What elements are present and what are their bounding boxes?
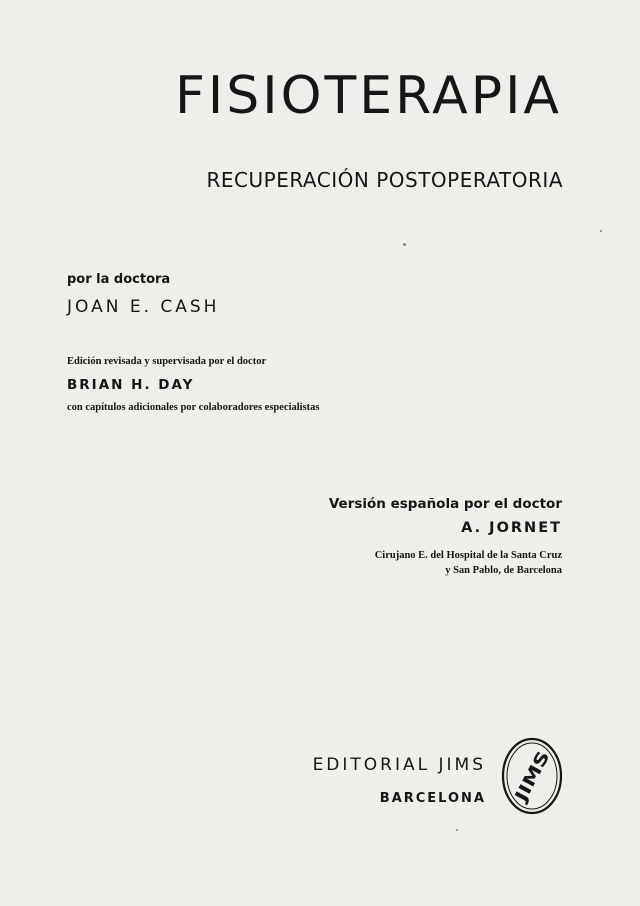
publisher-name: EDITORIAL JIMS [312,755,486,775]
paper-speck [600,230,602,232]
publisher-city: BARCELONA [379,791,486,806]
chapters-note: con capítulos adicionales por colaboradores especialistas [67,402,320,413]
edition-note: Edición revisada y supervisada por el doctor [67,356,267,367]
translator-affiliation-1: Cirujano E. del Hospital de la Santa Cruz [374,550,562,561]
translator-affiliation-2: y San Pablo, de Barcelona [445,565,562,576]
author-name: JOAN E. CASH [67,297,220,317]
publisher-logo-text: JIMS [511,758,549,806]
author-label: por la doctora [67,272,171,287]
translation-label: Versión española por el doctor [328,496,562,512]
paper-speck [456,829,458,831]
book-subtitle: RECUPERACIÓN POSTOPERATORIA [206,168,563,192]
paper-speck [403,243,406,246]
translator-name: A. JORNET [461,520,562,536]
reviser-name: BRIAN H. DAY [67,377,195,393]
publisher-logo [500,736,564,816]
book-title: FISIOTERAPIA [175,66,562,126]
